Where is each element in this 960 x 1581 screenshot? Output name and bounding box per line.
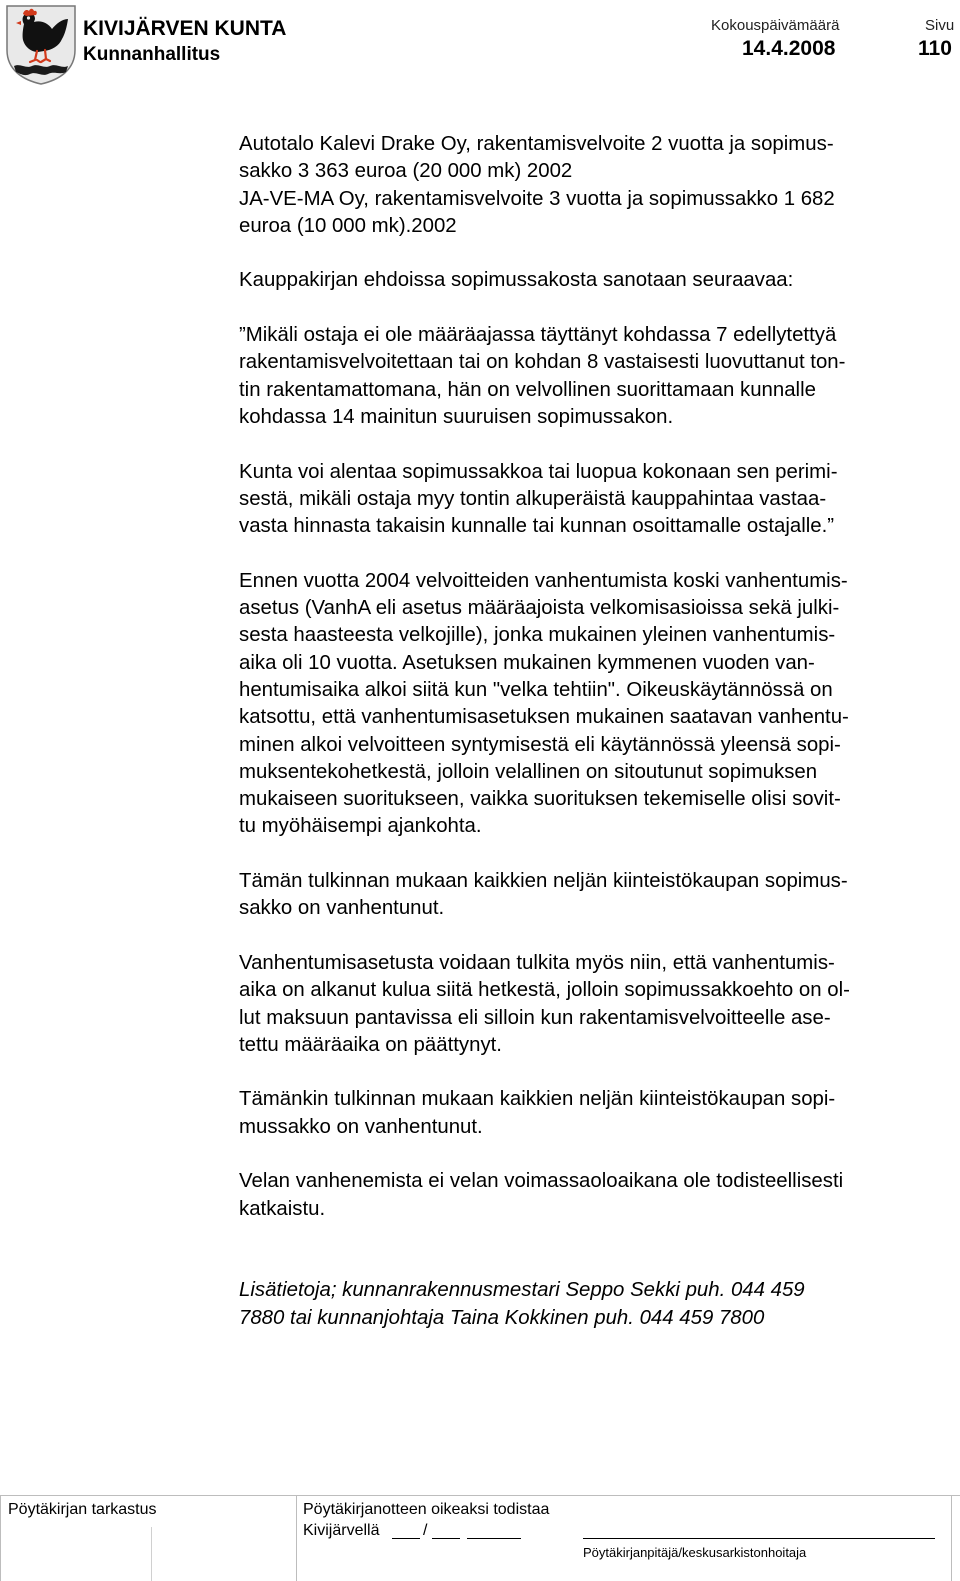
text-line: sakko 3 363 euroa (20 000 mk) 2002 (239, 160, 573, 183)
text-line: JA-VE-MA Oy, rakentamisvelvoite 3 vuotta ja sopimussakko 1 682 (239, 187, 835, 210)
place-label: Kivijärvellä (303, 1522, 380, 1539)
footer-left-border (0, 1495, 1, 1581)
text-line: aika oli 10 vuotta. Asetuksen mukainen kymmenen vuoden van- (239, 651, 815, 674)
signature-line (583, 1538, 935, 1539)
paragraph-alternative-interpretation (239, 950, 952, 1059)
text-line: asetus (VanhA eli asetus määräajoista velkomisasioissa sekä julki- (239, 597, 840, 620)
paragraph-intro: Kauppakirjan ehdoissa sopimussakosta sanotaan seuraavaa: (239, 269, 794, 292)
text-line: kohdassa 14 mainitun suuruisen sopimussakon. (239, 405, 674, 428)
paragraph-quote-2 (239, 459, 952, 541)
text-line: mussakko on vanhentunut. (239, 1115, 483, 1138)
text-line: minen alkoi velvoitteen syntymisestä eli käytännössä yleensä sopi- (239, 733, 841, 756)
text-line: sestä, mikäli ostaja myy tontin alkuperäistä kauppahintaa vastaa- (239, 487, 827, 510)
page-label: Sivu (925, 17, 955, 34)
text-line: Vanhentumisasetusta voidaan tulkita myös niin, että vanhentumis- (239, 951, 835, 974)
text-line: Velan vanhenemista ei velan voimassaoloaikana ole todisteellisesti (239, 1170, 844, 1193)
text-line: mukaiseen suoritukseen, vaikka suorituksen tekemiselle olisi sovit- (239, 788, 841, 811)
year-blank (467, 1538, 521, 1539)
paragraph-quote-1 (239, 322, 952, 431)
text-line: Tämän tulkinnan mukaan kaikkien neljän kiinteistökaupan sopimus- (239, 870, 848, 893)
paragraph-limitation-law (239, 568, 952, 841)
footer-signature-divider (151, 1527, 152, 1581)
text-line: tu myöhäisempi ajankohta. (239, 815, 482, 838)
page-footer (0, 1495, 960, 1581)
text-line: tettu määräaika on päättynyt. (239, 1033, 502, 1056)
paragraph-interpretation-2 (239, 1086, 952, 1141)
date-separator: / (423, 1522, 428, 1539)
minutes-body (239, 131, 952, 1332)
organization-heading (83, 16, 286, 68)
footer-top-border (0, 1495, 960, 1496)
text-line: Ennen vuotta 2004 velvoitteiden vanhentumista koski vanhentumis- (239, 569, 848, 592)
text-line: ”Mikäli ostaja ei ole määräajassa täyttänyt kohdassa 7 edellytettyä (239, 324, 837, 347)
text-line: vasta hinnasta takaisin kunnalle tai kunnan osoittamalle ostajalle.” (239, 515, 835, 538)
text-line: Autotalo Kalevi Drake Oy, rakentamisvelvoite 2 vuotta ja sopimus- (239, 133, 834, 155)
text-line: katsottu, että vanhentumisasetuksen mukainen saatavan vanhentu- (239, 706, 849, 729)
page-number: 110 (918, 37, 952, 60)
text-line: tin rakentamattomana, hän on velvollinen suorittamaan kunnalle (239, 378, 816, 401)
text-line: rakentamisvelvoitettaan tai on kohdan 8 vastaisesti luovuttanut ton- (239, 351, 846, 374)
text-line: sesta haasteesta velkojille), jonka mukainen yleinen vanhentumis- (239, 624, 836, 647)
text-line: lut maksuun pantavissa eli silloin kun rakentamisvelvoitteelle ase- (239, 1006, 831, 1029)
text-line: sakko on vanhentunut. (239, 897, 445, 920)
certified-extract-label: Pöytäkirjanotteen oikeaksi todistaa (303, 1501, 550, 1518)
signer-title: Pöytäkirjanpitäjä/keskusarkistonhoitaja (583, 1545, 807, 1560)
footer-divider (296, 1495, 297, 1581)
day-blank (392, 1538, 420, 1539)
text-line: euroa (10 000 mk).2002 (239, 214, 457, 237)
text-line: katkaistu. (239, 1197, 326, 1220)
text-line: Lisätietoja; kunnanrakennusmestari Seppo Sekki puh. 044 459 (239, 1279, 805, 1302)
paragraph-interpretation-1 (239, 868, 952, 923)
meeting-date: 14.4.2008 (742, 37, 836, 60)
text-line: muksentekohetkestä, jolloin velallinen on sitoutunut sopimuksen (239, 760, 818, 783)
month-blank (432, 1538, 460, 1539)
municipality-name: KIVIJÄRVEN KUNTA (83, 17, 287, 40)
minutes-check-label: Pöytäkirjan tarkastus (8, 1501, 157, 1518)
text-line: hentumisaika alkoi siitä kun "velka tehtiin". Oikeuskäytännössä on (239, 678, 833, 701)
paragraph-penalties (239, 131, 952, 240)
paragraph-not-interrupted (239, 1168, 952, 1223)
text-line: Kunta voi alentaa sopimussakkoa tai luopua kokonaan sen perimi- (239, 460, 838, 483)
footer-right-border (951, 1495, 952, 1581)
text-line: aika on alkanut kulua siitä hetkestä, jolloin sopimussakkoehto on ol- (239, 979, 850, 1002)
meeting-date-label: Kokouspäivämäärä (711, 17, 840, 34)
paragraph-contact-info (239, 1277, 952, 1332)
text-line: 7880 tai kunnanjohtaja Taina Kokkinen puh. 044 459 7800 (239, 1306, 765, 1329)
board-name: Kunnanhallitus (83, 44, 221, 65)
coat-of-arms-icon (4, 4, 78, 86)
text-line: Tämänkin tulkinnan mukaan kaikkien neljän kiinteistökaupan sopi- (239, 1088, 836, 1111)
